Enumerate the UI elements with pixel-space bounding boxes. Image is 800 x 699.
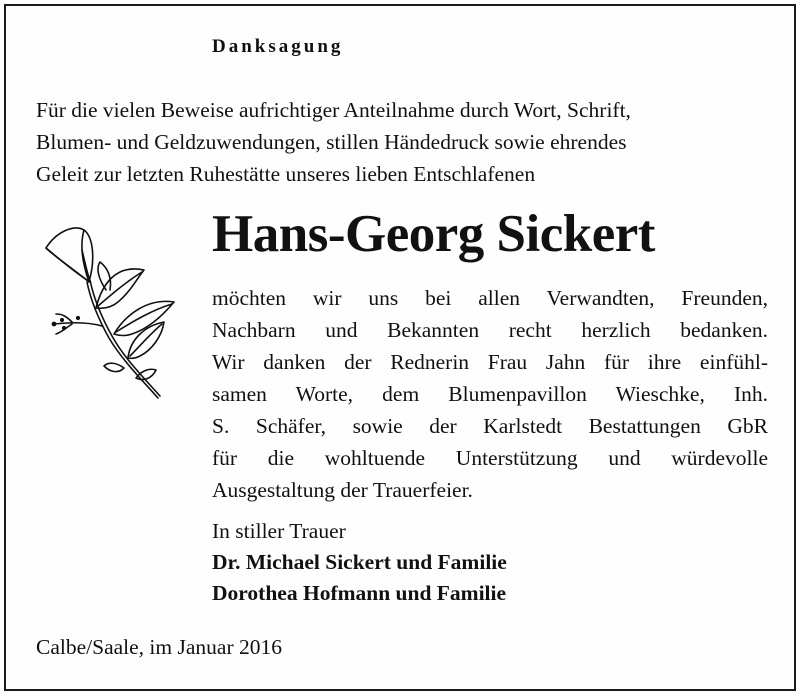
notice-heading: Danksagung — [212, 36, 344, 57]
place-date: Calbe/Saale, im Januar 2016 — [36, 635, 282, 659]
obituary-notice — [4, 4, 796, 691]
intro-line: Blumen- und Geldzuwendungen, stillen Händedruck sowie ehrendes — [36, 130, 627, 154]
family-name: Dr. Michael Sickert und Familie — [212, 550, 507, 574]
thanks-line: Wir danken der Rednerin Frau Jahn für ihre einfühl- — [212, 350, 768, 374]
thanks-line: Ausgestaltung der Trauerfeier. — [212, 478, 473, 502]
intro-line: Geleit zur letzten Ruhestätte unseres lieben Entschlafenen — [36, 162, 536, 186]
mourning-label: In stiller Trauer — [212, 519, 346, 543]
intro-text — [36, 94, 776, 190]
deceased-name: Hans-Georg Sickert — [212, 205, 655, 263]
thanks-line: samen Worte, dem Blumenpavillon Wieschke, Inh. — [212, 382, 768, 406]
thanks-text — [212, 282, 768, 506]
family-name: Dorothea Hofmann und Familie — [212, 581, 507, 605]
mourning-block — [212, 516, 507, 609]
thanks-line: für die wohltuende Unterstützung und würdevolle — [212, 446, 768, 470]
calla-lily-icon — [32, 218, 182, 403]
thanks-line: Nachbarn und Bekannten recht herzlich bedanken. — [212, 318, 768, 342]
thanks-line: S. Schäfer, sowie der Karlstedt Bestattungen GbR — [212, 414, 768, 438]
intro-line: Für die vielen Beweise aufrichtiger Anteilnahme durch Wort, Schrift, — [36, 98, 631, 122]
thanks-line: möchten wir uns bei allen Verwandten, Freunden, — [212, 286, 768, 310]
